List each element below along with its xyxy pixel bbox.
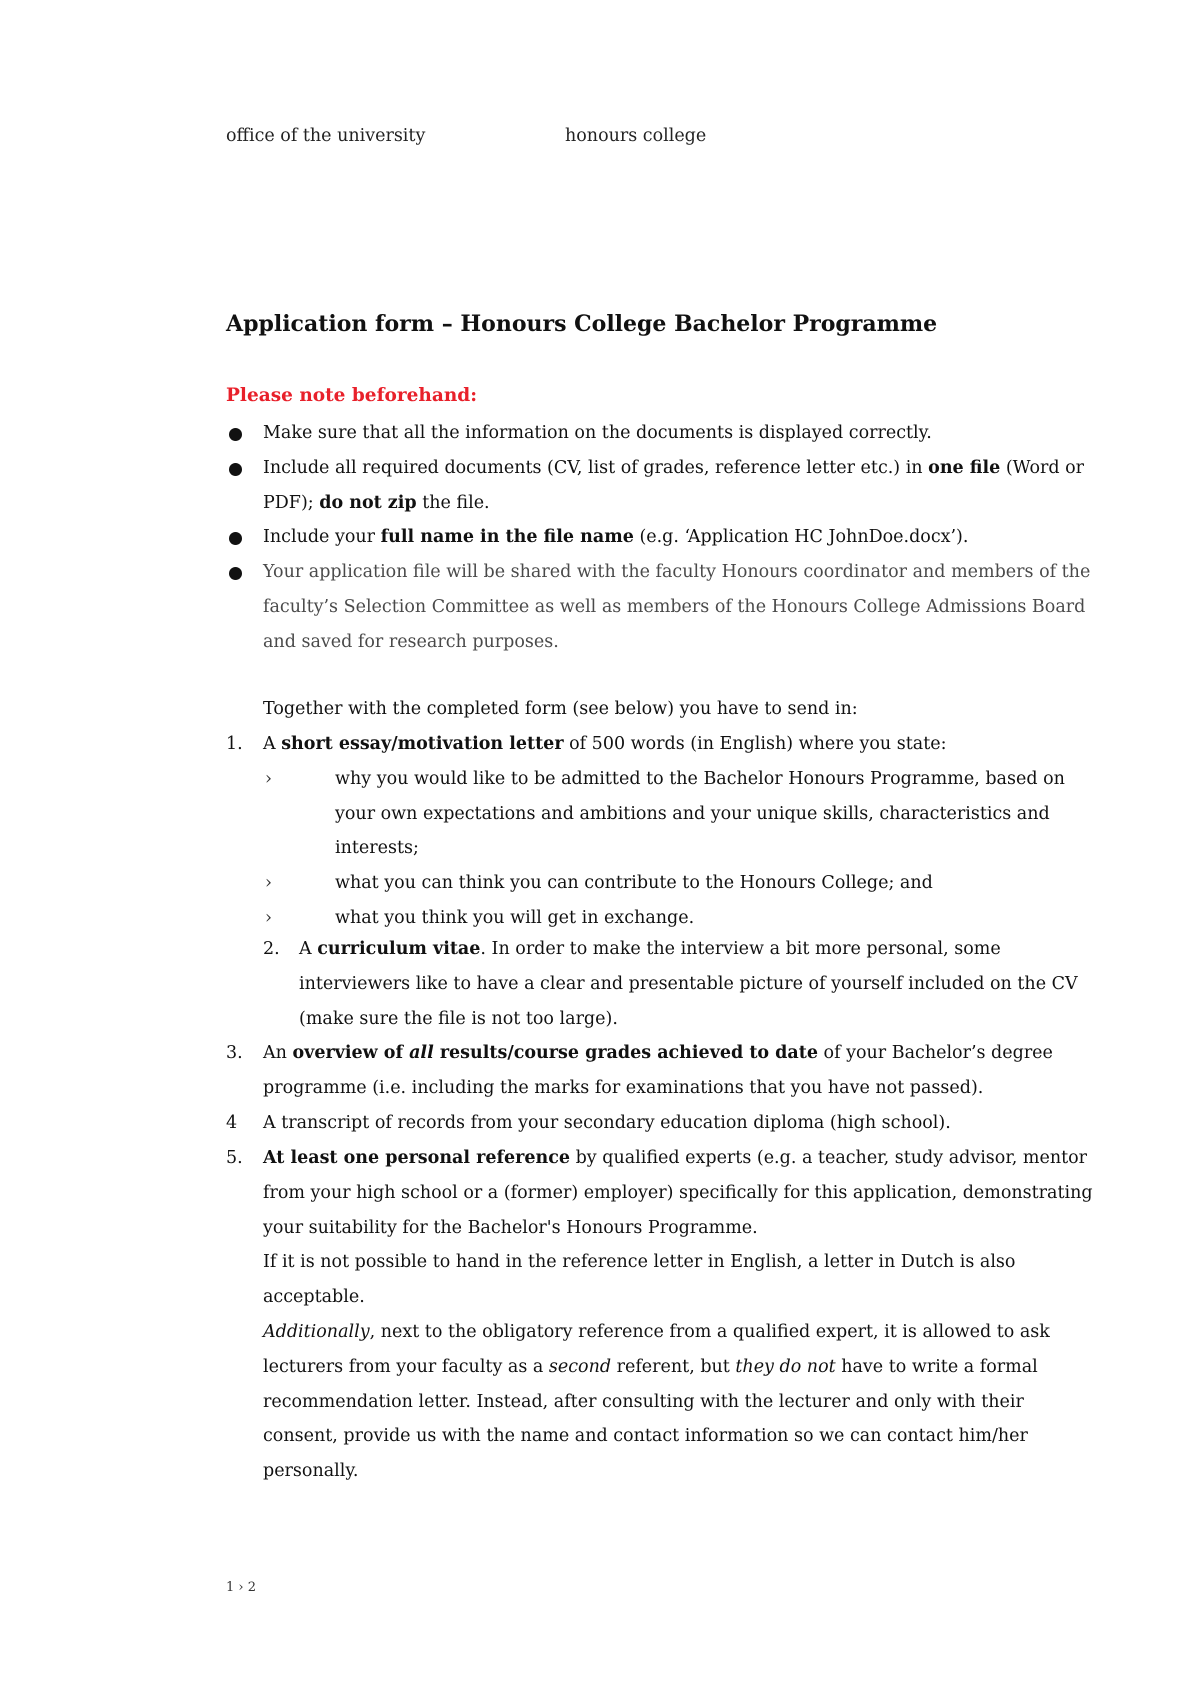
item-text: . In order to make the interview a bit more personal, some interviewers like to have a clear and presentable picture of yourself included on the CV (make sure the file is not too large). xyxy=(299,939,1078,1029)
note-text: (e.g. ‘Application HC JohnDoe.docx’). xyxy=(633,527,969,548)
chevron-right-icon: › xyxy=(265,907,272,928)
item-italic: they do not xyxy=(735,1356,836,1377)
item-emphasis: overview of xyxy=(292,1043,410,1063)
note-emphasis: full name in the file name xyxy=(380,527,634,548)
reference-language-note: If it is not possible to hand in the reference letter in English, a letter in Dutch is also acceptable. xyxy=(263,1252,1016,1308)
essay-sublist xyxy=(263,762,1096,936)
item-text: of your Bachelor’s degree programme (i.e. including the marks for examinations that you have not passed). xyxy=(263,1043,1053,1098)
chevron-right-icon: › xyxy=(265,873,272,894)
item-text: of 500 words (in English) where you state: xyxy=(563,734,947,754)
item-text: referent, but xyxy=(611,1356,736,1377)
list-item xyxy=(263,901,1096,936)
sub-item-text: what you can think you can contribute to the Honours College; and xyxy=(335,873,933,894)
item-emphasis: results/course grades achieved to date xyxy=(433,1043,818,1063)
item-italic: second xyxy=(548,1356,612,1377)
header-college: honours college xyxy=(565,126,707,146)
item-number: 3. xyxy=(226,1043,243,1063)
list-item xyxy=(226,520,1096,555)
requirement-item-essay xyxy=(226,727,1096,936)
note-text: Include all required documents (CV, list of grades, reference letter etc.) in xyxy=(263,457,929,478)
bullet-icon xyxy=(229,463,242,476)
note-emphasis: do not zip xyxy=(319,492,417,513)
item-body xyxy=(263,1106,1096,1141)
list-item xyxy=(226,416,1096,451)
reference-additional-note xyxy=(263,1315,1096,1489)
bullet-icon xyxy=(229,428,242,441)
item-italic: Additionally xyxy=(263,1321,370,1342)
page-number: 1 › 2 xyxy=(226,1580,257,1595)
item-emphasis: curriculum vitae xyxy=(317,939,481,959)
item-body xyxy=(263,1141,1096,1489)
item-text: A xyxy=(263,734,282,754)
item-emphasis: short essay/motivation letter xyxy=(281,734,564,754)
item-emphasis: At least one personal reference xyxy=(263,1148,571,1168)
bullet-icon xyxy=(229,532,242,545)
note-text: (Word or PDF); xyxy=(263,457,1085,513)
note-heading: Please note beforehand: xyxy=(226,385,478,406)
note-text: Your application file will be shared with the faculty Honours coordinator and members of the faculty’s Selection Committee as well as members of the Honours College Admissions Board and saved for research purposes. xyxy=(263,562,1091,652)
note-text: Make sure that all the information on the documents is displayed correctly. xyxy=(263,423,932,443)
sub-item-text: what you think you will get in exchange. xyxy=(335,907,695,928)
note-emphasis: one file xyxy=(928,457,1001,478)
note-text: Include your xyxy=(263,527,381,548)
letterhead xyxy=(226,126,1026,152)
page-title: Application form – Honours College Bachelor Programme xyxy=(226,311,938,337)
bullet-icon xyxy=(229,567,242,580)
item-number: 5. xyxy=(226,1148,243,1168)
item-body xyxy=(263,1036,1096,1106)
item-text: have to write a formal recommendation letter. Instead, after consulting with the lecturer and only with their consent, provide us with the name and contact information so we can contact him/her personally. xyxy=(263,1356,1038,1482)
reference-paragraph xyxy=(263,1141,1096,1245)
item-text: , next to the obligatory reference from a qualified expert, it is allowed to ask lecturers from your faculty as a xyxy=(263,1321,1050,1377)
requirement-item-reference xyxy=(226,1141,1096,1489)
requirement-item-transcript xyxy=(226,1106,1096,1141)
requirements-intro: Together with the completed form (see below) you have to send in: xyxy=(263,699,858,719)
item-number: 4 xyxy=(226,1113,238,1133)
notes-list xyxy=(226,416,1096,660)
requirement-item-cv xyxy=(263,932,1093,1036)
sub-item-text: why you would like to be admitted to the Bachelor Honours Programme, based on your own expectations and ambitions and your unique skills, characteristics and interests; xyxy=(335,768,1065,859)
list-item xyxy=(263,866,1096,901)
item-text: by qualified experts (e.g. a teacher, study advisor, mentor from your high school or a (former) employer) specifically for this application, demonstrating your suitability for the Bachelor's Honours Programme. xyxy=(263,1148,1093,1238)
item-body xyxy=(299,932,1093,1036)
chevron-right-icon: › xyxy=(265,768,272,789)
list-item xyxy=(263,762,1096,866)
item-number: 2. xyxy=(263,939,280,959)
list-item xyxy=(226,555,1096,659)
item-text: An xyxy=(263,1043,293,1063)
item-number: 1. xyxy=(226,734,243,754)
list-item xyxy=(226,451,1096,521)
item-text: A xyxy=(299,939,318,959)
requirement-item-grades xyxy=(226,1036,1096,1106)
item-text: A transcript of records from your secondary education diploma (high school). xyxy=(263,1113,951,1133)
note-text: the file. xyxy=(416,492,490,513)
item-body xyxy=(263,727,1096,936)
item-emphasis-italic: all xyxy=(409,1043,434,1063)
header-office: office of the university xyxy=(226,126,426,146)
